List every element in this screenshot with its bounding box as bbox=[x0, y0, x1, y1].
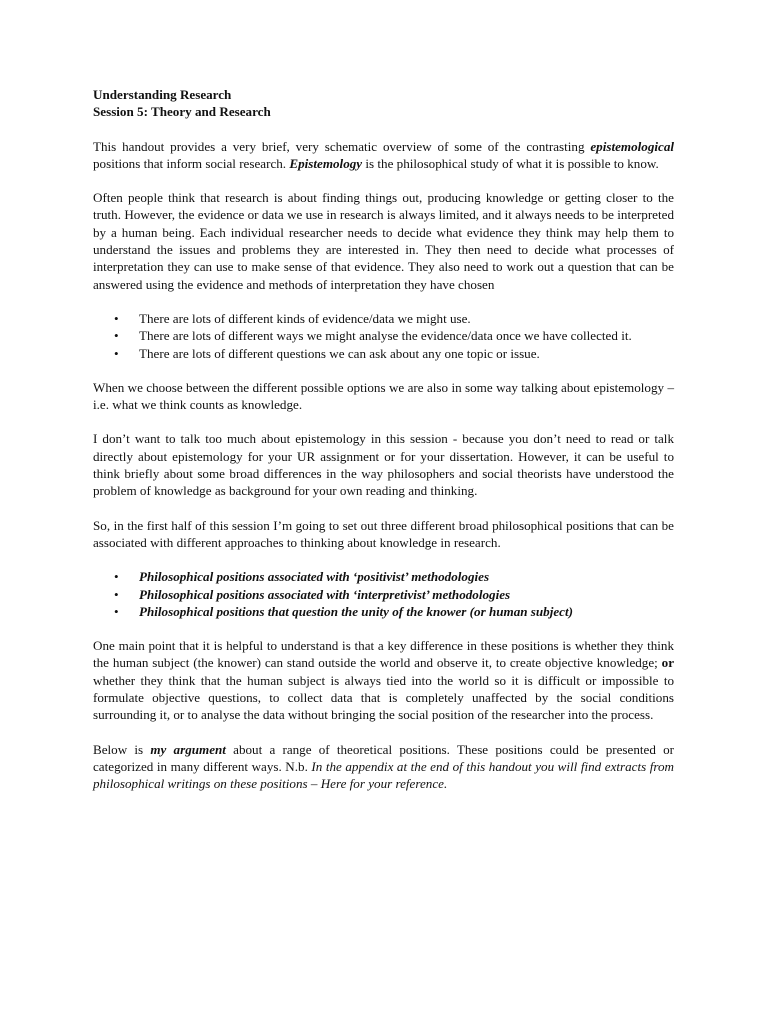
argument-text-2: about a range of theoretical positions. These positions could be presented or categorized in many different ways. N.b. bbox=[93, 741, 674, 774]
argument-paragraph bbox=[93, 741, 674, 793]
document-page bbox=[93, 86, 674, 793]
list-item bbox=[93, 603, 674, 620]
bullet-icon: • bbox=[114, 328, 119, 344]
list-item bbox=[93, 568, 674, 585]
epistemology-paragraph: When we choose between the different possible options we are also in some way talking about epistemology – i.e. what we think counts as knowledge. bbox=[93, 379, 674, 413]
intro-text-2: positions that inform social research. bbox=[93, 155, 290, 171]
intro-term-epistemology: Epistemology bbox=[289, 155, 363, 171]
key-difference-text-1: One main point that it is helpful to understand is that a key difference in these positions is whether they think the human subject (the knower) can stand outside the world and observe it, to create objective knowledge; bbox=[93, 638, 674, 671]
bullet-icon: • bbox=[114, 345, 119, 361]
key-difference-or: or bbox=[661, 655, 674, 671]
positions-intro-paragraph: So, in the first half of this session I’m going to set out three different broad philosophical positions that can be associated with different approaches to thinking about knowledge in research. bbox=[93, 517, 674, 550]
list-item-text: There are lots of different kinds of evidence/data we might use. bbox=[139, 310, 471, 326]
argument-emphasis: my argument bbox=[150, 741, 226, 757]
list-item bbox=[93, 345, 674, 362]
key-difference-paragraph bbox=[93, 637, 674, 723]
intro-term-epistemological: epistemological bbox=[590, 138, 674, 154]
bullet-icon: • bbox=[114, 310, 119, 326]
bullet-icon: • bbox=[114, 586, 119, 602]
list-item-text: Philosophical positions associated with ‘interpretivist’ methodologies bbox=[139, 586, 511, 602]
list-item bbox=[93, 310, 674, 327]
session-scope-paragraph: I don’t want to talk too much about epistemology in this session - because you don’t need to read or talk directly about epistemology for your UR assignment or for your dissertation. However, it can be useful to think briefly about some broad differences in the way philosophers and social theorists have understood the problem of knowledge as background for your own reading and thinking. bbox=[93, 431, 674, 499]
positions-bullet-list bbox=[93, 568, 674, 620]
argument-appendix-note: In the appendix at the end of this handout you will find extracts from philosophical writings on these positions – Here for your reference. bbox=[93, 758, 674, 792]
argument-text-1: Below is bbox=[93, 741, 151, 757]
list-item bbox=[93, 327, 674, 344]
list-item-text: Philosophical positions that question the unity of the knower (or human subject) bbox=[139, 603, 573, 619]
list-item bbox=[93, 586, 674, 603]
intro-text-3: is the philosophical study of what it is possible to know. bbox=[362, 155, 659, 171]
list-item-text: There are lots of different ways we might analyse the evidence/data once we have collected it. bbox=[139, 328, 632, 344]
key-difference-text-2: whether they think that the human subject is always tied into the world so it is difficult or impossible to formulate objective questions, to collect data that is completely unaffected by the social conditions surrounding it, or to analyse the data without bringing the social position of the researcher into the process. bbox=[93, 672, 674, 723]
document-title: Understanding Research bbox=[93, 87, 232, 102]
bullet-icon: • bbox=[114, 569, 119, 585]
list-item-text: There are lots of different questions we can ask about any one topic or issue. bbox=[139, 345, 540, 361]
evidence-bullet-list bbox=[93, 310, 674, 362]
intro-text-1: This handout provides a very brief, very schematic overview of some of the contrasting bbox=[93, 138, 591, 154]
intro-paragraph bbox=[93, 138, 674, 173]
session-title: Session 5: Theory and Research bbox=[93, 104, 271, 120]
research-paragraph: Often people think that research is about finding things out, producing knowledge or getting closer to the truth. However, the evidence or data we use in research is always limited, and it always needs to be interpreted by a human being. Each individual researcher needs to decide what evidence they think may help them to understand the issues and problems they are interested in. They then need to decide what processes of interpretation they can use to make sense of that evidence. They also need to work out a question that can be answered using the evidence and methods of interpretation they have chosen bbox=[93, 190, 674, 292]
bullet-icon: • bbox=[114, 603, 119, 619]
list-item-text: Philosophical positions associated with ‘positivist’ methodologies bbox=[139, 569, 490, 585]
